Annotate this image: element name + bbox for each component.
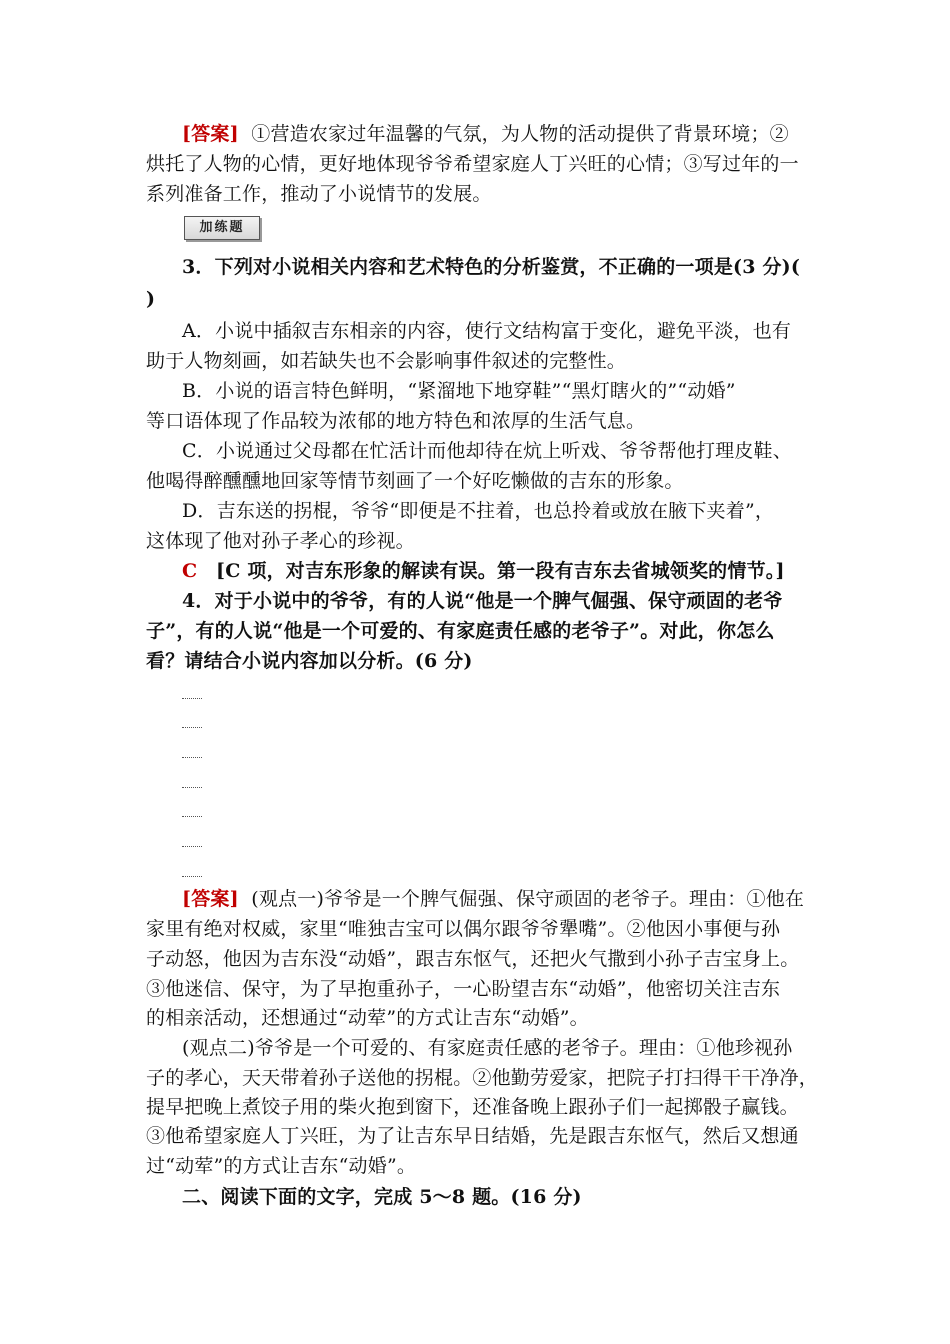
answer-blank-line xyxy=(182,698,202,699)
q3-stem-line-1: 3．下列对小说相关内容和艺术特色的分析鉴赏，不正确的一项是(3 分)( xyxy=(182,256,801,278)
answer-2-line-4: ③他迷信、保守，为了早抱重孙子，一心盼望吉东“动婚”，他密切关注吉东 xyxy=(146,978,781,1000)
q3-option-a-line-1: A．小说中插叙吉东相亲的内容，使行文结构富于变化，避免平淡，也有 xyxy=(182,320,792,342)
answer-tag: [答案] xyxy=(182,888,239,910)
q3-option-c-line-2: 他喝得醉醺醺地回家等情节刻画了一个好吃懒做的吉东的形象。 xyxy=(146,470,684,492)
answer-1-line-3: 系列准备工作，推动了小说情节的发展。 xyxy=(146,183,492,205)
practice-label: 加练题 xyxy=(184,216,260,240)
section-2-heading: 二、阅读下面的文字，完成 5～8 题。(16 分) xyxy=(182,1186,582,1208)
q4-stem-line-2: 子”，有的人说“他是一个可爱的、有家庭责任感的老爷子”。对此，你怎么 xyxy=(146,620,775,642)
answer-blank-line xyxy=(182,727,202,728)
q3-explanation: [C 项，对吉东形象的解读有误。第一段有吉东去省城领奖的情节。] xyxy=(216,560,785,582)
q4-stem-line-3: 看？请结合小说内容加以分析。(6 分) xyxy=(146,650,473,672)
answer-2-line-2: 家里有绝对权威，家里“唯独吉宝可以偶尔跟爷爷犟嘴”。②他因小事便与孙 xyxy=(146,918,781,940)
q3-option-d-line-1: D．吉东送的拐棍，爷爷“即便是不拄着，也总拎着或放在腋下夹着”， xyxy=(182,500,775,522)
q3-option-b-line-1: B．小说的语言特色鲜明，“紧溜地下地穿鞋”“黑灯瞎火的”“动婚” xyxy=(182,380,736,402)
answer-2-line-7: 子的孝心，天天带着孙子送他的拐棍。②他勤劳爱家，把院子打扫得干干净净， xyxy=(146,1067,819,1089)
answer-blank-line xyxy=(182,816,202,817)
q3-stem-line-2: ) xyxy=(146,288,156,310)
q3-answer-letter: C xyxy=(182,560,198,582)
answer-text: (观点一)爷爷是一个脾气倔强、保守顽固的老爷子。理由：①他在 xyxy=(251,888,805,910)
answer-2-line-8: 提早把晚上煮饺子用的柴火抱到窗下，还准备晚上跟孙子们一起掷骰子赢钱。 xyxy=(146,1096,799,1118)
answer-2-line-9: ③他希望家庭人丁兴旺，为了让吉东早日结婚，先是跟吉东怄气，然后又想通 xyxy=(146,1125,799,1147)
answer-2-line-1 xyxy=(182,884,854,914)
q3-answer xyxy=(182,556,854,586)
answer-blank-line xyxy=(182,846,202,847)
answer-blank-line xyxy=(182,757,202,758)
answer-blank-line xyxy=(182,876,202,877)
answer-2-line-5: 的相亲活动，还想通过“动荤”的方式让吉东“动婚”。 xyxy=(146,1007,589,1029)
answer-2-line-6: (观点二)爷爷是一个可爱的、有家庭责任感的老爷子。理由：①他珍视孙 xyxy=(182,1037,793,1059)
answer-1-line-2: 烘托了人物的心情，更好地体现爷爷希望家庭人丁兴旺的心情；③写过年的一 xyxy=(146,153,799,175)
q3-option-d-line-2: 这体现了他对孙子孝心的珍视。 xyxy=(146,530,415,552)
answer-text: ①营造农家过年温馨的气氛，为人物的活动提供了背景环境；② xyxy=(251,123,789,145)
q4-stem-line-1: 4．对于小说中的爷爷，有的人说“他是一个脾气倔强、保守顽固的老爷 xyxy=(182,590,783,612)
answer-tag: [答案] xyxy=(182,123,239,145)
answer-1-line-1 xyxy=(182,119,854,149)
q3-option-c-line-1: C．小说通过父母都在忙活计而他却待在炕上听戏、爷爷帮他打理皮鞋、 xyxy=(182,440,792,462)
answer-2-line-3: 子动怒，他因为吉东没“动婚”，跟吉东怄气，还把火气撒到小孙子吉宝身上。 xyxy=(146,948,800,970)
answer-blank-line xyxy=(182,787,202,788)
q3-option-b-line-2: 等口语体现了作品较为浓郁的地方特色和浓厚的生活气息。 xyxy=(146,410,646,432)
q3-option-a-line-2: 助于人物刻画，如若缺失也不会影响事件叙述的完整性。 xyxy=(146,350,627,372)
answer-2-line-10: 过“动荤”的方式让吉东“动婚”。 xyxy=(146,1155,417,1177)
